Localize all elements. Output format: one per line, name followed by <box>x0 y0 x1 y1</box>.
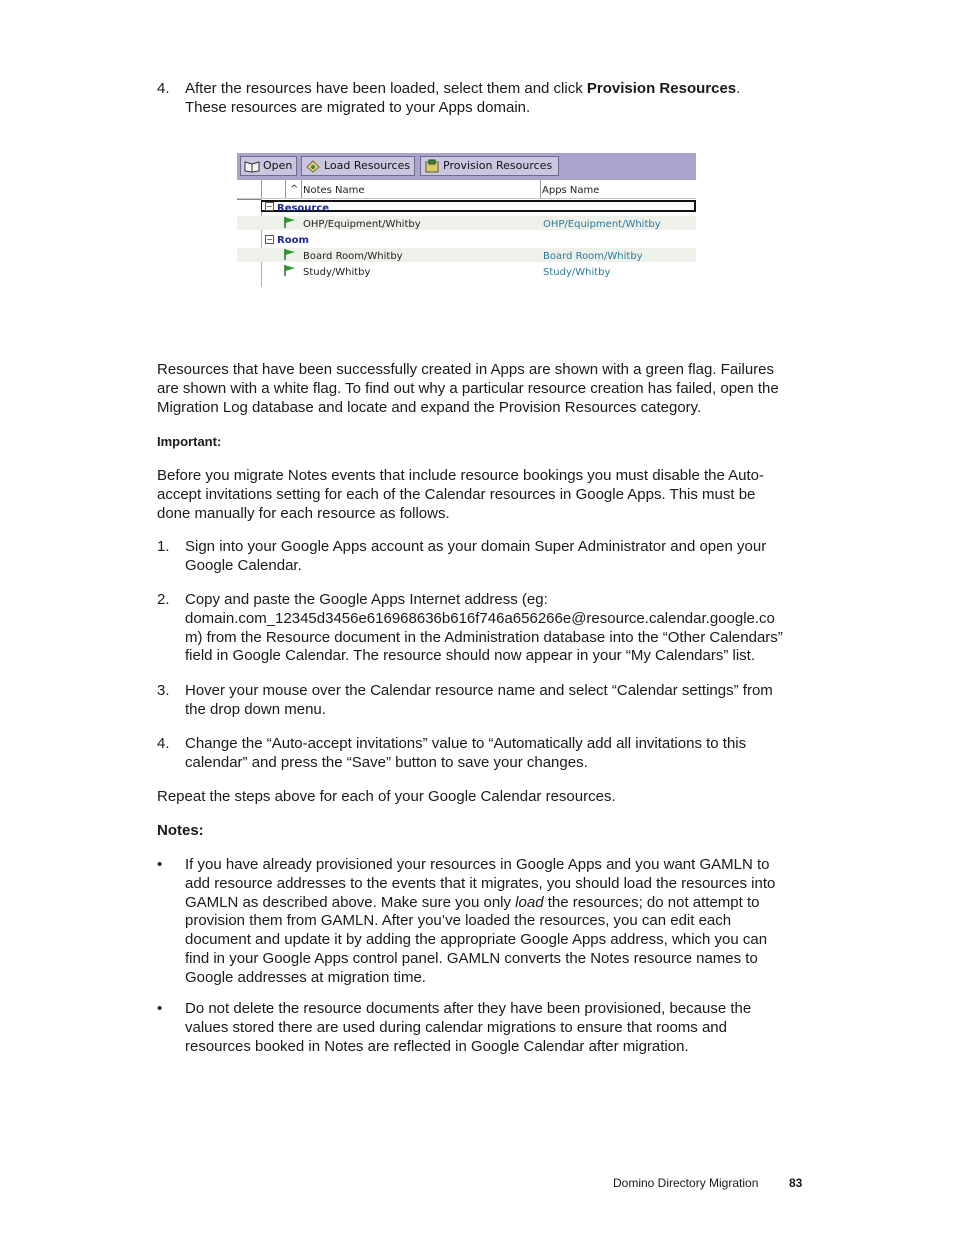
table-row[interactable] <box>237 264 696 278</box>
bullet-glyph: • <box>157 856 163 873</box>
page-number: 83 <box>789 1176 803 1190</box>
step-2-text <box>185 591 805 666</box>
apps-name-cell: Study/Whitby <box>543 267 611 278</box>
load-resources-label: Load Resources <box>324 159 411 172</box>
paragraph-line: Before you migrate Notes events that include resource bookings you must disable the Auto- <box>157 467 765 484</box>
step-line: domain.com_12345d3456e616968636b616f746a656266e@resource.calendar.google.co <box>185 609 775 627</box>
bullet-line: provision them from GAMLN. After you’ve loaded the resources, you can edit each <box>185 912 732 930</box>
table-row[interactable] <box>237 216 696 230</box>
bullet-line-part: GAMLN as described above. Make sure you only <box>185 893 516 911</box>
bullet-2-text <box>185 1000 805 1056</box>
bullet-glyph: • <box>157 1000 163 1017</box>
step-number: 3. <box>157 682 170 699</box>
step-line: Hover your mouse over the Calendar resource name and select “Calendar settings” from <box>185 682 773 699</box>
bullet-line: add resource addresses to the events that it migrates, you should load the resources into <box>185 874 776 892</box>
bullet-line: find in your Google Apps control panel. GAMLN converts the Notes resource names to <box>185 949 758 967</box>
apps-name-cell: OHP/Equipment/Whitby <box>543 219 661 230</box>
green-flag-icon <box>284 265 296 276</box>
before-migrate-paragraph <box>157 467 807 523</box>
step-number: 4. <box>157 80 170 97</box>
notes-name-cell: OHP/Equipment/Whitby <box>303 219 421 230</box>
step-4-text-start: After the resources have been loaded, select them and click <box>185 80 587 97</box>
column-divider <box>285 180 286 198</box>
apps-name-column[interactable]: Apps Name <box>542 185 600 196</box>
paragraph-line: done manually for each resource as follows. <box>157 504 450 522</box>
notes-view-screenshot <box>237 153 696 287</box>
notes-name-cell: Board Room/Whitby <box>303 251 403 262</box>
category-row-resource[interactable] <box>237 200 696 213</box>
step-4b-text <box>185 735 805 773</box>
bullet-line: Do not delete the resource documents after they have been provisioned, because the <box>185 1000 752 1017</box>
step-number: 4. <box>157 735 170 752</box>
paragraph-line: are shown with a white flag. To find out why a particular resource creation has failed, open the <box>157 379 779 397</box>
category-label: Resource <box>277 203 330 214</box>
step-4-period: . <box>736 80 741 97</box>
open-button[interactable] <box>240 156 297 176</box>
provision-resources-icon <box>424 159 440 173</box>
step-3-text <box>185 682 805 720</box>
table-row[interactable] <box>237 248 696 262</box>
bullet-line: document and update it by adding the appropriate Google Apps address, which you can <box>185 931 768 949</box>
step-line: calendar” and press the “Save” button to save your changes. <box>185 753 588 771</box>
step-line: field in Google Calendar. The resource should now appear in your “My Calendars” list. <box>185 647 756 665</box>
provision-resources-bold: Provision Resources <box>586 80 737 97</box>
step-line: Sign into your Google Apps account as your domain Super Administrator and open your <box>185 538 767 555</box>
step-4-text <box>185 80 805 118</box>
green-flag-icon <box>284 249 296 260</box>
step-4-line2: These resources are migrated to your Apps domain. <box>185 98 531 116</box>
category-row-room[interactable] <box>237 232 696 246</box>
bullet-line-part: the resources; do not attempt to <box>543 893 760 911</box>
notes-name-cell: Study/Whitby <box>303 267 371 278</box>
column-divider <box>540 180 541 198</box>
step-line: Google Calendar. <box>185 556 302 574</box>
step-line: m) from the Resource document in the Administration database into the “Other Calendars” <box>185 628 783 646</box>
paragraph-line: Migration Log database and locate and expand the Provision Resources category. <box>157 398 702 416</box>
flags-paragraph <box>157 361 807 417</box>
bullet-line: If you have already provisioned your resources in Google Apps and you want GAMLN to <box>185 856 770 873</box>
column-header <box>237 180 696 199</box>
step-number: 2. <box>157 591 170 608</box>
provision-resources-label: Provision Resources <box>443 159 553 172</box>
load-italic: load <box>515 893 544 911</box>
action-bar <box>237 153 696 180</box>
column-divider <box>261 180 262 198</box>
paragraph-line: Resources that have been successfully created in Apps are shown with a green flag. Failures <box>157 361 775 378</box>
bullet-line: resources booked in Notes are reflected in Google Calendar after migration. <box>185 1037 689 1055</box>
step-line: Copy and paste the Google Apps Internet address (eg: <box>185 591 548 608</box>
bullet-1-text <box>185 856 805 988</box>
load-resources-button[interactable] <box>301 156 415 176</box>
repeat-paragraph: Repeat the steps above for each of your Google Calendar resources. <box>157 788 616 805</box>
provision-resources-button[interactable] <box>420 156 559 176</box>
paragraph-line: accept invitations setting for each of the Calendar resources in Google Apps. This must be <box>157 485 756 503</box>
bullet-line: values stored there are used during calendar migrations to ensure that rooms and <box>185 1018 727 1036</box>
bullet-line: Google addresses at migration time. <box>185 968 426 986</box>
important-heading: Important: <box>157 434 222 449</box>
open-book-icon <box>244 159 260 173</box>
bullet-line <box>185 894 805 913</box>
apps-name-cell: Board Room/Whitby <box>543 251 643 262</box>
step-line: the drop down menu. <box>185 700 326 718</box>
footer-title: Domino Directory Migration <box>613 1176 759 1190</box>
green-flag-icon <box>284 217 296 228</box>
column-divider <box>301 180 302 198</box>
sort-ascending-icon[interactable]: ^ <box>290 184 299 195</box>
notes-name-column[interactable]: Notes Name <box>303 185 365 196</box>
step-number: 1. <box>157 538 170 555</box>
step-line: Change the “Auto-accept invitations” value to “Automatically add all invitations to this <box>185 735 747 752</box>
step-1-text <box>185 538 805 576</box>
open-label: Open <box>263 159 293 172</box>
category-label: Room <box>277 235 309 246</box>
collapse-icon[interactable]: − <box>266 235 273 244</box>
load-resources-icon <box>305 159 321 173</box>
notes-heading: Notes: <box>157 822 204 839</box>
collapse-icon[interactable]: − <box>266 202 273 211</box>
